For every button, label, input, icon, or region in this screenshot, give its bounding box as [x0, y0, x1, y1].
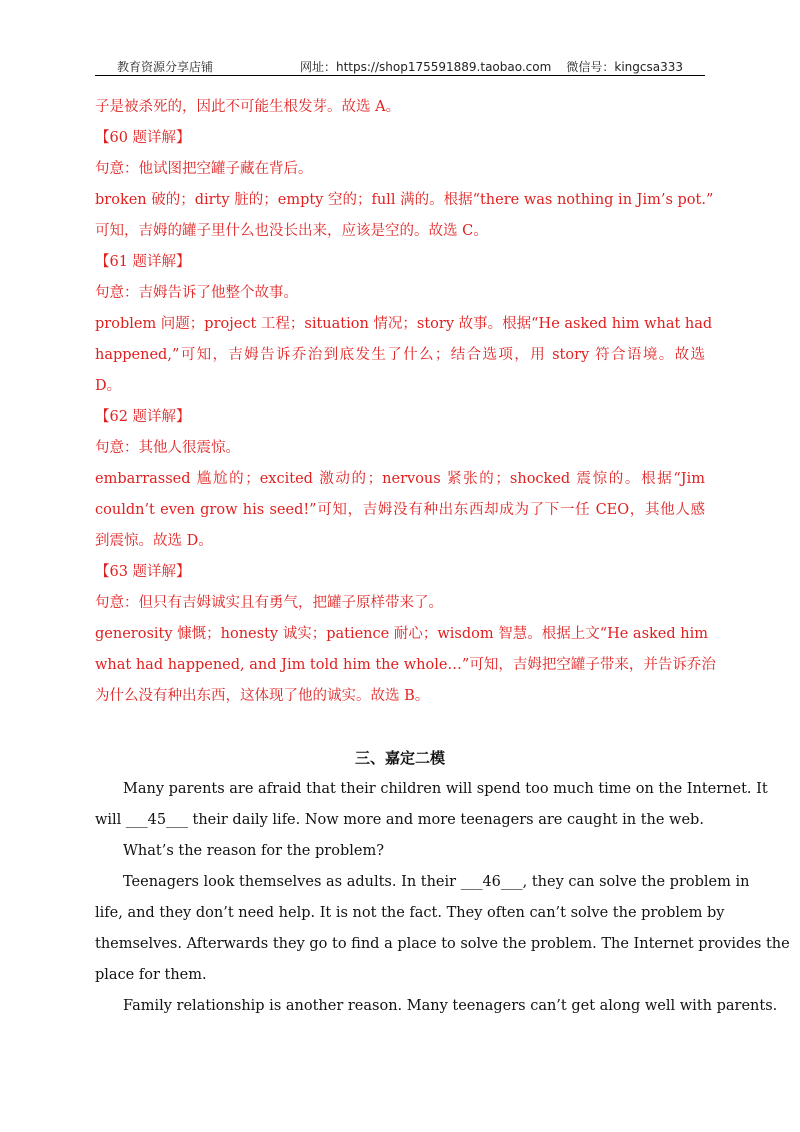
answer-line: D。 [95, 378, 122, 394]
answer-line: 为什么没有种出东西，这体现了他的诚实。故选 B。 [95, 688, 430, 704]
passage-line: life, and they don’t need help. It is not the fact. They often can’t solve the problem by [95, 905, 725, 921]
answer-line: 可知，吉姆的罐子里什么也没长出来，应该是空的。故选 C。 [95, 223, 488, 239]
header-wechat: 微信号：kingcsa333 [566, 60, 683, 74]
answer-line: couldn’t even grow his seed!”可知，吉姆没有种出东西却成为了下一任 CEO，其他人感 [95, 502, 705, 518]
page-header [95, 58, 705, 76]
answer-line: 句意：他试图把空罐子藏在背后。 [95, 161, 313, 177]
answer-line: 【62 题详解】 [95, 409, 191, 425]
passage-line: will ___45___ their daily life. Now more and more teenagers are caught in the web. [95, 812, 704, 828]
document-body [95, 92, 790, 1022]
answer-line: 句意：吉姆告诉了他整个故事。 [95, 285, 298, 301]
passage-line: Teenagers look themselves as adults. In their ___46___, they can solve the problem in [123, 874, 750, 890]
answer-line: problem 问题；project 工程；situation 情况；story 故事。根据“He asked him what had [95, 316, 713, 332]
answer-line: 【60 题详解】 [95, 130, 191, 146]
answer-line: 到震惊。故选 D。 [95, 533, 213, 549]
reading-passage [95, 774, 790, 1022]
answer-line: 句意：但只有吉姆诚实且有勇气，把罐子原样带来了。 [95, 595, 443, 611]
answer-line: 【63 题详解】 [95, 564, 191, 580]
answer-line: what had happened, and Jim told him the whole…”可知，吉姆把空罐子带来，并告诉乔治 [95, 657, 716, 673]
header-shop-name: 教育资源分享店铺 [117, 60, 214, 74]
header-website[interactable]: 网址：https://shop175591889.taobao.com [300, 60, 552, 74]
answer-line: 句意：其他人很震惊。 [95, 440, 240, 456]
section-title: 三、嘉定二模 [354, 749, 445, 767]
passage-line: Many parents are afraid that their children will spend too much time on the Internet. It [123, 781, 768, 797]
passage-line: Family relationship is another reason. Many teenagers can’t get along well with parents. [123, 998, 778, 1014]
answer-explanations [95, 92, 716, 712]
passage-line: place for them. [95, 967, 207, 983]
answer-line: 子是被杀死的，因此不可能生根发芽。故选 A。 [95, 99, 401, 115]
answer-line: broken 破的；dirty 脏的；empty 空的；full 满的。根据“there was nothing in Jim’s pot.” [95, 192, 714, 208]
passage-line: themselves. Afterwards they go to find a place to solve the problem. The Internet provides the [95, 936, 790, 952]
answer-line: happened,”可知，吉姆告诉乔治到底发生了什么；结合选项，用 story 符合语境。故选 [95, 347, 705, 363]
answer-line: generosity 慷慨；honesty 诚实；patience 耐心；wisdom 智慧。根据上文“He asked him [95, 626, 709, 642]
passage-line: What’s the reason for the problem? [123, 843, 384, 859]
answer-line: embarrassed 尴尬的；excited 激动的；nervous 紧张的；shocked 震惊的。根据“Jim [95, 471, 705, 487]
answer-line: 【61 题详解】 [95, 254, 191, 270]
